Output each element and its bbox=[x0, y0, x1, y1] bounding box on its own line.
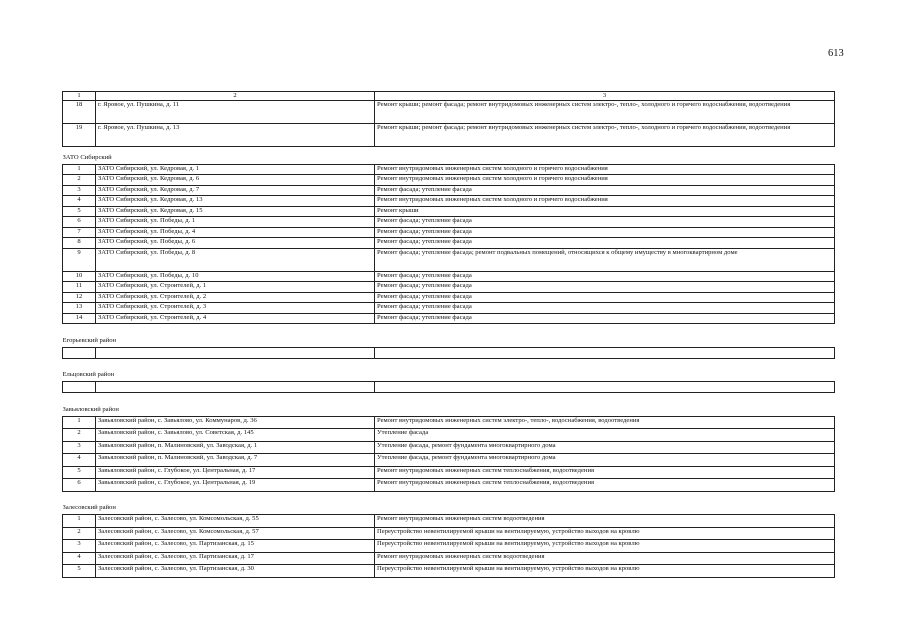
page-number: 613 bbox=[828, 48, 844, 59]
row-work: Утепление фасада, ремонт фундамента многоквартирного дома bbox=[375, 441, 835, 454]
row-number: 19 bbox=[63, 124, 96, 147]
table-row bbox=[63, 313, 835, 324]
row-number: 10 bbox=[63, 271, 96, 282]
table-row bbox=[63, 527, 835, 540]
table-row bbox=[63, 248, 835, 271]
section-heading bbox=[63, 406, 835, 417]
section-heading bbox=[63, 371, 835, 382]
table-row bbox=[63, 164, 835, 175]
row-work: Ремонт фасада; утепление фасада; ремонт подвальных помещений, относящихся к общему имуществу в многоквартирном доме bbox=[375, 248, 835, 271]
row-work: Ремонт фасада; утепление фасада bbox=[375, 292, 835, 303]
row-address: г. Яровое, ул. Пушкина, д. 13 bbox=[96, 124, 375, 147]
row-address: Завьяловский район, с. Завьялово, ул. Коммунаров, д. 36 bbox=[96, 416, 375, 429]
row-work: Ремонт фасада; утепление фасада bbox=[375, 185, 835, 196]
section-title: ЗАТО Сибирский bbox=[62, 153, 112, 161]
row-work: Переустройство невентилируемой крыши на вентилируемую, устройство выходов на кровлю bbox=[375, 527, 835, 540]
row-work: Ремонт фасада; утепление фасада bbox=[375, 282, 835, 293]
section-title: Залесовский район bbox=[62, 504, 116, 512]
row-address: Залесовский район, с. Залесово, ул. Партизанская, д. 15 bbox=[96, 540, 375, 553]
row-address: ЗАТО Сибирский, ул. Кедровая, д. 13 bbox=[96, 196, 375, 207]
row-number: 3 bbox=[63, 540, 96, 553]
row-number: 18 bbox=[63, 101, 96, 124]
row-work: Ремонт крыши bbox=[375, 206, 835, 217]
row-work: Ремонт внутридомовых инженерных систем холодного и горячего водоснабжения bbox=[375, 164, 835, 175]
row-address: ЗАТО Сибирский, ул. Победы, д. 1 bbox=[96, 217, 375, 228]
row-address: ЗАТО Сибирский, ул. Строителей, д. 4 bbox=[96, 313, 375, 324]
row-address: Завьяловский район, с. Завьялово, ул. Советская, д. 145 bbox=[96, 429, 375, 442]
row-work: Ремонт внутридомовых инженерных систем теплоснабжения, водоотведения bbox=[375, 466, 835, 479]
row-address: г. Яровое, ул. Пушкина, д. 11 bbox=[96, 101, 375, 124]
table-row bbox=[63, 292, 835, 303]
row-work: Ремонт внутридомовых инженерных систем теплоснабжения, водоотведения bbox=[375, 479, 835, 492]
table-row bbox=[63, 515, 835, 528]
row-work: Переустройство невентилируемой крыши на вентилируемую, устройство выходов на кровлю bbox=[375, 540, 835, 553]
row-work: Утепление фасада, ремонт фундамента многоквартирного дома bbox=[375, 454, 835, 467]
row-number: 4 bbox=[63, 552, 96, 565]
row-number: 5 bbox=[63, 206, 96, 217]
row-number: 9 bbox=[63, 248, 96, 271]
section-title: Завьяловский район bbox=[62, 405, 119, 413]
section-heading bbox=[63, 154, 835, 165]
row-address: ЗАТО Сибирский, ул. Победы, д. 6 bbox=[96, 238, 375, 249]
row-work: Ремонт фасада; утепление фасада bbox=[375, 313, 835, 324]
row-work: Переустройство невентилируемой крыши на вентилируемую, устройство выходов на кровлю bbox=[375, 565, 835, 578]
table-row bbox=[63, 303, 835, 314]
row-address: ЗАТО Сибирский, ул. Кедровая, д. 15 bbox=[96, 206, 375, 217]
row-work: Ремонт фасада; утепление фасада bbox=[375, 227, 835, 238]
header-row bbox=[63, 92, 835, 101]
row-work: Ремонт фасада; утепление фасада bbox=[375, 271, 835, 282]
table-row bbox=[63, 466, 835, 479]
row-address: Завьяловский район, п. Малиновский, ул. Заводская, д. 1 bbox=[96, 441, 375, 454]
row-address: Завьяловский район, п. Малиновский, ул. Заводская, д. 7 bbox=[96, 454, 375, 467]
row-address: ЗАТО Сибирский, ул. Кедровая, д. 1 bbox=[96, 164, 375, 175]
row-number: 4 bbox=[63, 196, 96, 207]
row-work: Ремонт внутридомовых инженерных систем электро-, тепло-, водоснабжения, водоотведения bbox=[375, 416, 835, 429]
row-work: Ремонт фасада; утепление фасада bbox=[375, 217, 835, 228]
table-row bbox=[63, 441, 835, 454]
row-number: 5 bbox=[63, 466, 96, 479]
row-work: Ремонт внутридомовых инженерных систем холодного и горячего водоснабжения bbox=[375, 196, 835, 207]
row-number: 12 bbox=[63, 292, 96, 303]
row-number: 1 bbox=[63, 164, 96, 175]
section-heading bbox=[63, 504, 835, 515]
table-row bbox=[63, 185, 835, 196]
row-address: ЗАТО Сибирский, ул. Кедровая, д. 6 bbox=[96, 175, 375, 186]
row-number: 11 bbox=[63, 282, 96, 293]
row-work: Ремонт внутридомовых инженерных систем водоотведения bbox=[375, 515, 835, 528]
header-col-2: 2 bbox=[96, 92, 375, 101]
header-col-3: 3 bbox=[375, 92, 835, 101]
row-number: 1 bbox=[63, 416, 96, 429]
row-work: Ремонт внутридомовых инженерных систем холодного и горячего водоснабжения bbox=[375, 175, 835, 186]
row-work: Ремонт крыши; ремонт фасада; ремонт внутридомовых инженерных систем электро-, тепло-, холодного и горячего водоснабжения, водоотведения bbox=[375, 101, 835, 124]
empty-row bbox=[63, 347, 835, 358]
table-row bbox=[63, 101, 835, 124]
table-row bbox=[63, 552, 835, 565]
table-row bbox=[63, 175, 835, 186]
row-work: Ремонт крыши; ремонт фасада; ремонт внутридомовых инженерных систем электро-, тепло-, холодного и горячего водоснабжения, водоотведения bbox=[375, 124, 835, 147]
row-number: 3 bbox=[63, 441, 96, 454]
table-row bbox=[63, 565, 835, 578]
row-address: ЗАТО Сибирский, ул. Победы, д. 8 bbox=[96, 248, 375, 271]
table-row bbox=[63, 206, 835, 217]
row-address: ЗАТО Сибирский, ул. Строителей, д. 1 bbox=[96, 282, 375, 293]
row-address: ЗАТО Сибирский, ул. Строителей, д. 2 bbox=[96, 292, 375, 303]
row-number: 2 bbox=[63, 429, 96, 442]
row-address: ЗАТО Сибирский, ул. Кедровая, д. 7 bbox=[96, 185, 375, 196]
table-row bbox=[63, 238, 835, 249]
row-work: Ремонт внутридомовых инженерных систем водоотведения bbox=[375, 552, 835, 565]
row-address: Залесовский район, с. Залесово, ул. Комсомольская, д. 57 bbox=[96, 527, 375, 540]
row-address: ЗАТО Сибирский, ул. Победы, д. 4 bbox=[96, 227, 375, 238]
row-number: 8 bbox=[63, 238, 96, 249]
table-row bbox=[63, 196, 835, 207]
table-row bbox=[63, 416, 835, 429]
row-number: 2 bbox=[63, 175, 96, 186]
row-work: Ремонт фасада; утепление фасада bbox=[375, 238, 835, 249]
section-title: Егорьевский район bbox=[62, 336, 117, 344]
table-row bbox=[63, 271, 835, 282]
row-number: 1 bbox=[63, 515, 96, 528]
table-row bbox=[63, 217, 835, 228]
table-row bbox=[63, 479, 835, 492]
row-number: 14 bbox=[63, 313, 96, 324]
row-number: 13 bbox=[63, 303, 96, 314]
row-number: 7 bbox=[63, 227, 96, 238]
row-work: Ремонт фасада; утепление фасада bbox=[375, 303, 835, 314]
row-number: 2 bbox=[63, 527, 96, 540]
row-number: 6 bbox=[63, 479, 96, 492]
table-row bbox=[63, 429, 835, 442]
row-address: Залесовский район, с. Залесово, ул. Партизанская, д. 17 bbox=[96, 552, 375, 565]
section-title: Ельцовский район bbox=[62, 371, 115, 379]
table-row bbox=[63, 282, 835, 293]
header-col-1: 1 bbox=[63, 92, 96, 101]
row-number: 5 bbox=[63, 565, 96, 578]
row-number: 6 bbox=[63, 217, 96, 228]
table-row bbox=[63, 124, 835, 147]
empty-row bbox=[63, 382, 835, 393]
row-address: Залесовский район, с. Залесово, ул. Комсомольская, д. 55 bbox=[96, 515, 375, 528]
repair-program-table bbox=[62, 91, 835, 578]
row-address: Залесовский район, с. Залесово, ул. Партизанская, д. 30 bbox=[96, 565, 375, 578]
table-row bbox=[63, 540, 835, 553]
row-number: 3 bbox=[63, 185, 96, 196]
table-row bbox=[63, 227, 835, 238]
row-work: Утепление фасада bbox=[375, 429, 835, 442]
table-row bbox=[63, 454, 835, 467]
row-number: 4 bbox=[63, 454, 96, 467]
row-address: ЗАТО Сибирский, ул. Победы, д. 10 bbox=[96, 271, 375, 282]
row-address: Завьяловский район, с. Глубокое, ул. Центральная, д. 17 bbox=[96, 466, 375, 479]
row-address: Завьяловский район, с. Глубокое, ул. Центральная, д. 19 bbox=[96, 479, 375, 492]
row-address: ЗАТО Сибирский, ул. Строителей, д. 3 bbox=[96, 303, 375, 314]
section-heading bbox=[63, 337, 835, 348]
